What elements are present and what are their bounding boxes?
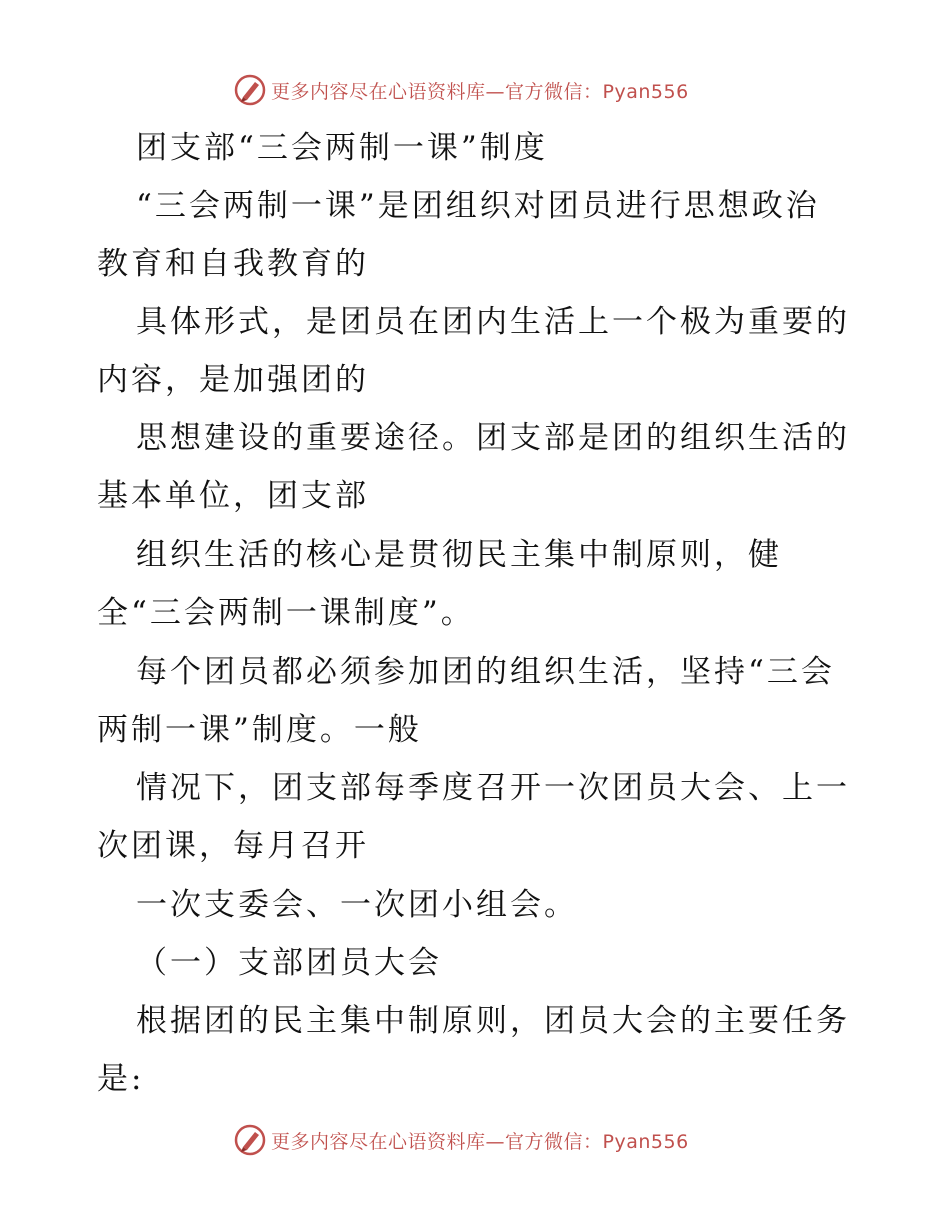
paragraph-line: 组织生活的核心是贯彻民主集中制原则，健 [136, 537, 782, 573]
document-title: 团支部“三会两制一课”制度 [136, 130, 548, 166]
watermark-text: 更多内容尽在心语资料库—官方微信：Pyan556 [271, 1130, 689, 1153]
paragraph-line: 基本单位，团支部 [97, 478, 369, 514]
pen-logo-icon [233, 73, 267, 107]
paragraph-line: 是: [97, 1061, 145, 1097]
paragraph-line: 教育和自我教育的 [97, 246, 369, 282]
paragraph-line: 思想建设的重要途径。团支部是团的组织生活的 [136, 420, 850, 456]
paragraph-line: “三会两制一课”是团组织对团员进行思想政治 [136, 188, 820, 224]
paragraph-line: 根据团的民主集中制原则，团员大会的主要任务 [136, 1003, 850, 1039]
paragraph-line: 具体形式，是团员在团内生活上一个极为重要的 [136, 304, 850, 340]
paragraph-line: 全“三会两制一课制度”。 [97, 595, 475, 631]
paragraph-line: 内容，是加强团的 [97, 362, 369, 398]
watermark-text: 更多内容尽在心语资料库—官方微信：Pyan556 [271, 80, 689, 103]
paragraph-line: 次团课，每月召开 [97, 828, 369, 864]
header-watermark [233, 72, 689, 108]
paragraph-line: 每个团员都必须参加团的组织生活，坚持“三会 [136, 654, 835, 690]
paragraph-line: 情况下，团支部每季度召开一次团员大会、上一 [136, 770, 850, 806]
section-heading: （一）支部团员大会 [136, 945, 442, 981]
paragraph-line: 一次支委会、一次团小组会。 [136, 887, 578, 923]
footer-watermark [233, 1122, 689, 1158]
pen-logo-icon [233, 1123, 267, 1157]
paragraph-line: 两制一课”制度。一般 [97, 712, 422, 748]
